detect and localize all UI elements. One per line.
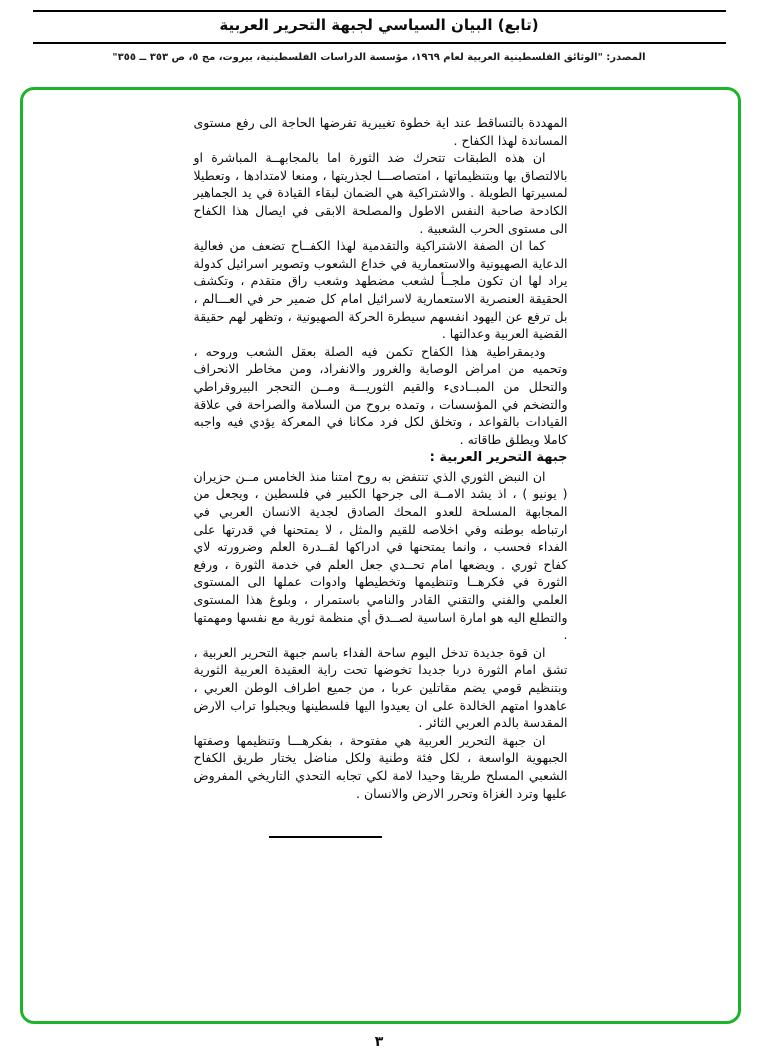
paragraph: ان النبض الثوري الذي تنتفض به روح امتنا منذ الخامس مــن حزيران ( يونيو ) ، اذ يشد الامــة الى جرحها الكبير في فلسطين ، ويجعل من المجابهة المسلحة للعدو المحك الصادق لجدية الانسان العربي في ارتباطه بوطنه وفي اخلاصه للقيم والمثل ، لا يمتحنها في قدرتها على الفداء فحسب ، وانما يمتحنها في ادراكها لقــدرة العلم وضرورته لاي كفاح ثوري . ويضعها امام تحــدي جعل العلم في خدمة الثورة ، ورفع الثورة في فكرهــا وتنظيمها وتخطيطها وادوات عملها الى المستوى العلمي والفني والتقني القادر والنامي باستمرار ، وبلوغ هذا المستوى والتطلع اليه هو امارة اساسية لصــدق أي منظمة ثورية مع نفسها ومهمتها . — [193, 468, 568, 643]
paragraph: وديمقراطية هذا الكفاح تكمن فيه الصلة بعقل الشعب وروحه ، وتحميه من امراض الوصاية والغرور والانفراد، ومن مخاطر الانحراف والتحلل من المبــادىء والقيم الثوريـــة ومــن التحجر البيروقراطي والتضخم في المؤسسات ، وتمده بروح من السلامة والصراحة في علاقة القيادات بالقواعد ، وتخلق لكل فرد مكانا في المعركة يؤدي فيه واجبه كاملا ويطلق طاقاته . — [193, 343, 568, 447]
body-text-column — [194, 114, 568, 838]
content-frame — [20, 87, 741, 1024]
source-citation: المصدر: "الوثائق الفلسطينية العربية لعام ١٩٦٩، مؤسسة الدراسات الفلسطينية، بيروت، مج ٥، ص ٣٥٣ ــ ٣٥٥" — [112, 52, 646, 63]
title-underline-rule — [33, 42, 726, 44]
page-number: ٣ — [374, 1034, 384, 1050]
top-rule — [33, 10, 726, 12]
paragraph: ان هذه الطبقات تتحرك ضد الثورة اما بالمجابهــة المباشرة او بالالتصاق بها وبتنظيماتها ، امتصاصـــا لجذريتها ، ومنعا لامتدادها ، وتعطيلا لمسيرتها الطويلة . والاشتراكية هي الضمان لبقاء القيادة في يد الجماهير الكادحة صاحبة النفس الاطول والمصلحة الابقى في ايصال هذا الكفاح الى مستوى الحرب الشعبية . — [193, 150, 568, 236]
paragraph: كما ان الصفة الاشتراكية والتقدمية لهذا الكفــاح تضعف من فعالية الدعاية الصهيونية والاستعمارية في خداع الشعوب وتصوير اسرائيل كدولة يراد لها ان تكون ملجــأ لشعب مضطهد وشعب راق متقدم ، وتكشف الحقيقة العنصرية الاستعمارية لاسرائيل امام كل ضمير حر في العـــالم ، بل ترفع عن اليهود انفسهم سيطرة الحركة الصهيونية ، وتظهر لهم حقيقة القضية العربية وعدالتها . — [193, 238, 568, 342]
paragraph: المهددة بالتساقط عند اية خطوة تغييرية تفرضها الحاجة الى رفع مستوى المساندة لهذا الكفاح . — [193, 115, 568, 148]
section-heading: جبهة التحرير العربية : — [429, 450, 568, 466]
paragraph: ان جبهة التحرير العربية هي مفتوحة ، بفكرهـــا وتنظيمها وصفتها الجبهوية الواسعة ، لكل فئة وطنية ولكل مناضل يختار طريق الكفاح الشعبي المسلح طريقا وحيدا لامة لكي تجابه التحدي التاريخي المفروض عليها وترد الغزاة وتحرر الارض والانسان . — [193, 732, 568, 801]
end-divider — [269, 836, 382, 838]
document-title: (تابع) البيان السياسي لجبهة التحرير العربية — [219, 16, 539, 34]
paragraph: ان قوة جديدة تدخل اليوم ساحة الفداء باسم جبهة التحرير العربية ، تشق امام الثورة دربا جديدا تخوضها تحت راية العقيدة العربية الثورية وبتنظيم قومي يضم مقاتلين عربا ، من جميع اطراف الوطن العربي ، عاهدوا امتهم الخالدة على ان يعيدوا اليها فلسطينها ويجبلوا تراب الارض المقدسة بالدم العربي الثائر . — [193, 644, 568, 731]
